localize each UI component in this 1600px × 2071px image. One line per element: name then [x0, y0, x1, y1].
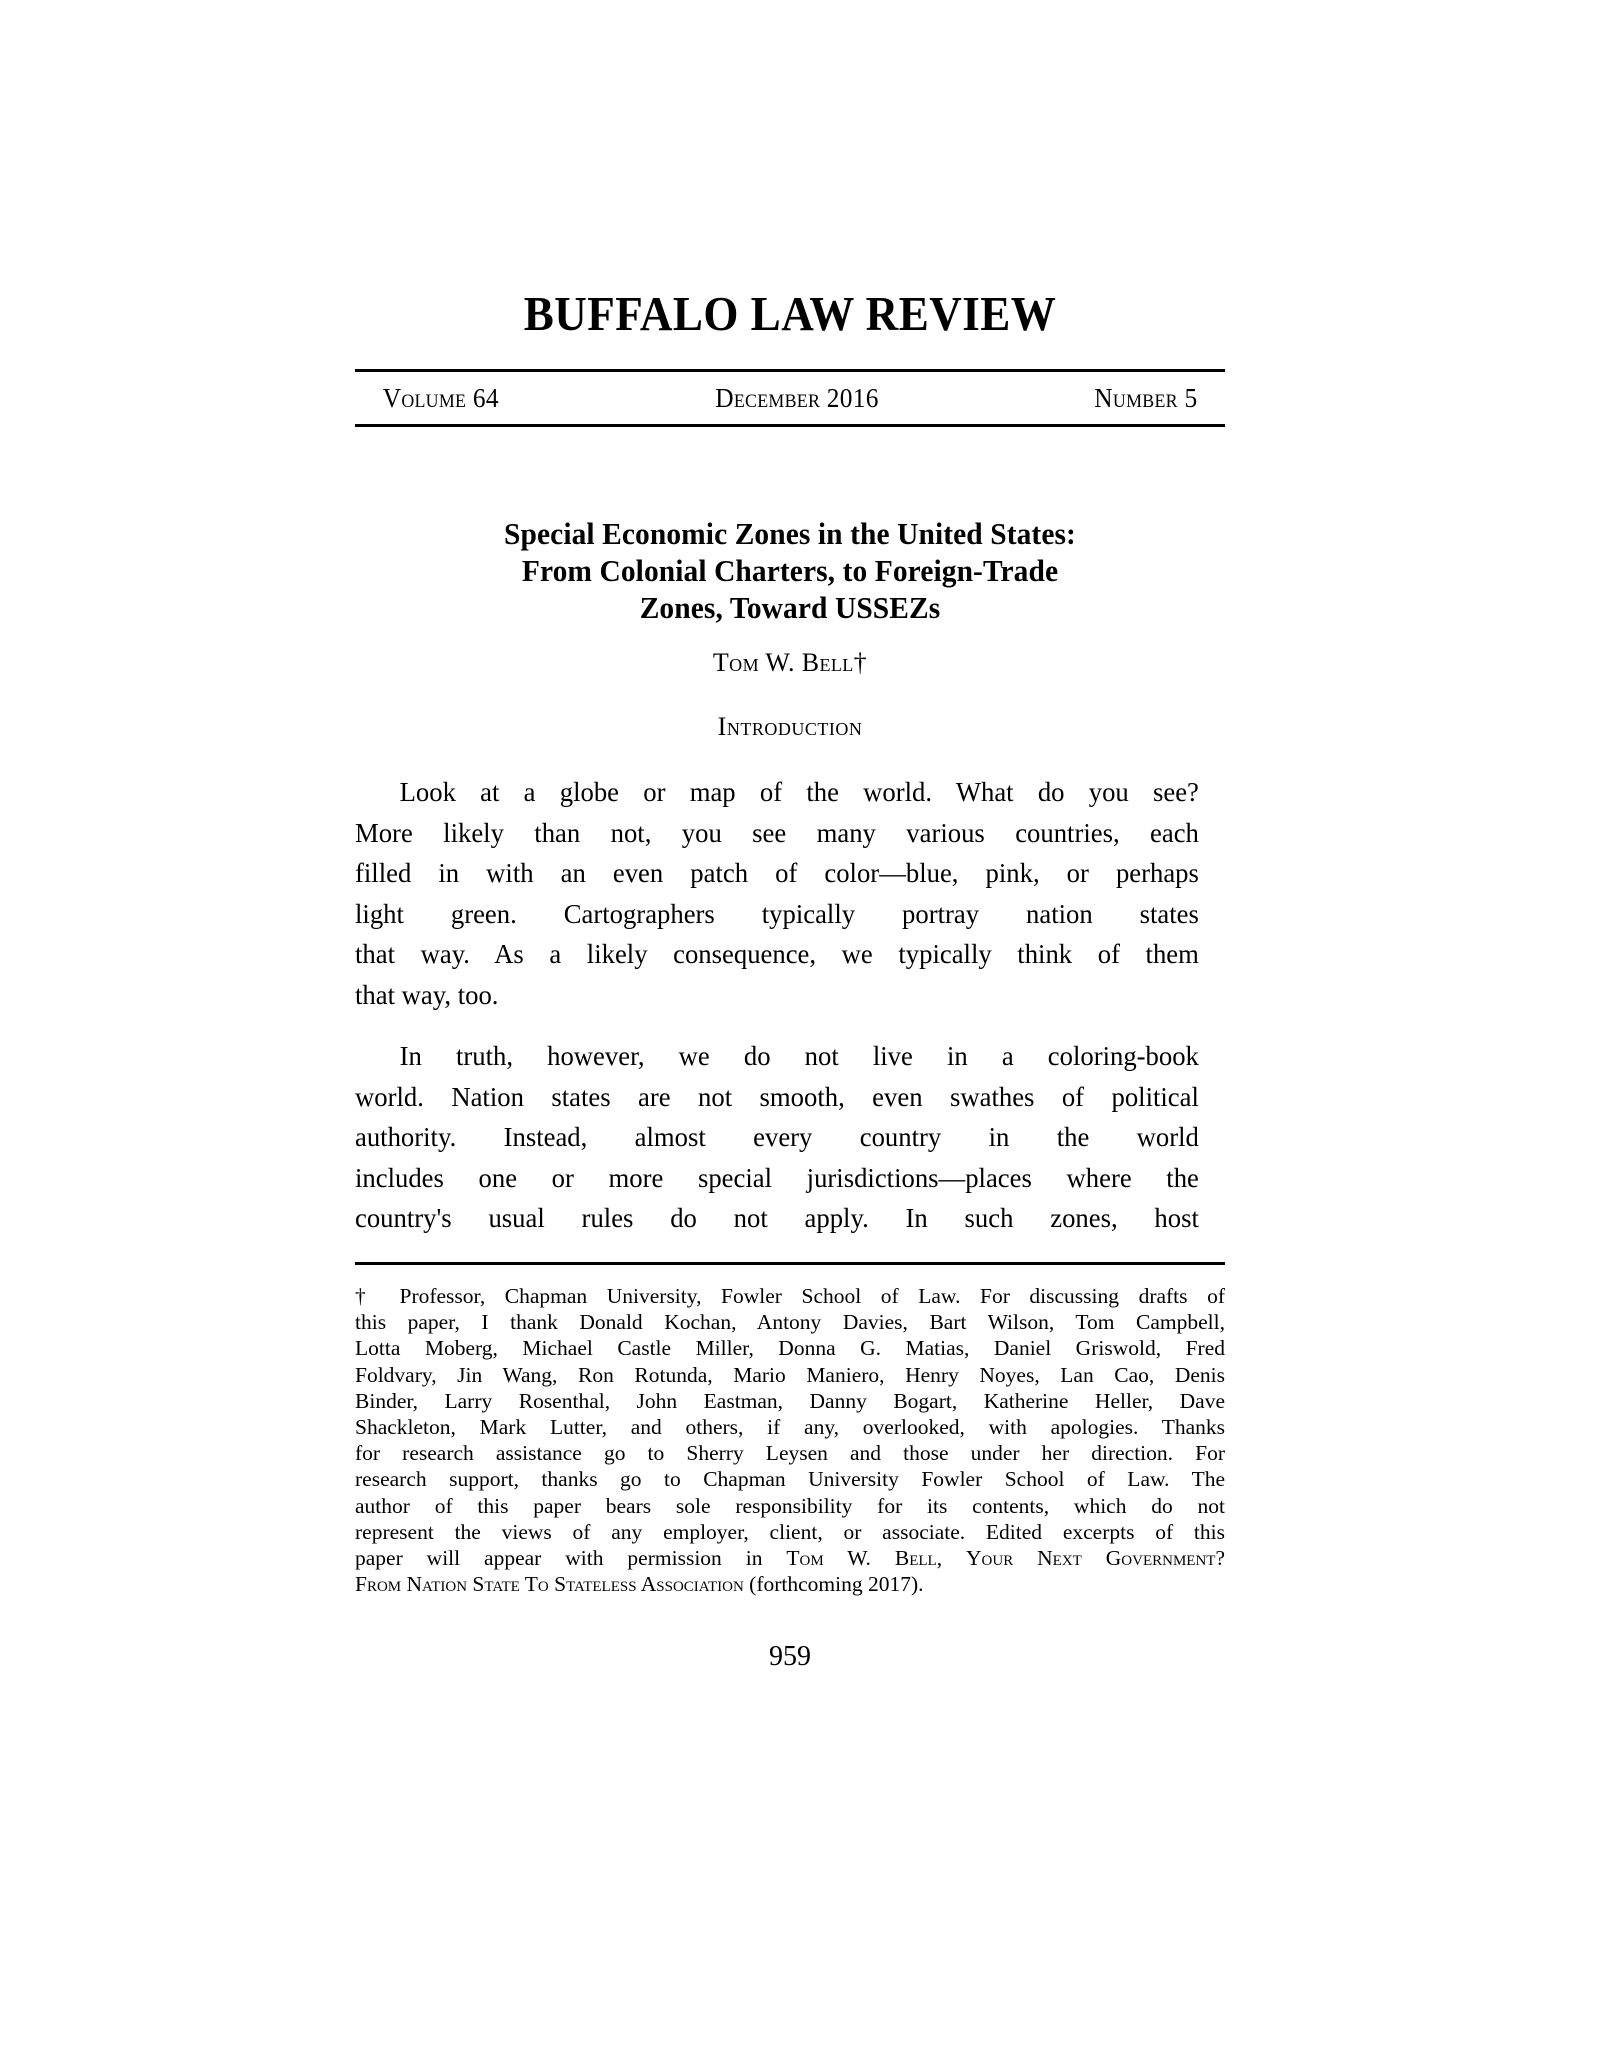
body-line: In truth, however, we do not live in a coloring-book: [399, 1040, 1199, 1071]
footnote-line: research support, thanks go to Chapman University Fowler School of Law. The: [355, 1467, 1225, 1492]
issue-date: December 2016: [715, 383, 879, 413]
footnote-line: for research assistance go to Sherry Leysen and those under her direction. For: [355, 1441, 1225, 1466]
footnote-citation-line: [355, 1571, 1225, 1597]
footnote-cite-title-b: From Nation State To Stateless Association: [355, 1572, 744, 1597]
body-line: light green. Cartographers typically portray nation states: [355, 897, 1199, 929]
masthead-rule-bottom: [355, 424, 1225, 427]
footnote-separator-rule: [355, 1262, 1225, 1265]
article-title-line-3: Zones, Toward USSEZs: [639, 590, 941, 626]
footnote-line: Foldvary, Jin Wang, Ron Rotunda, Mario Maniero, Henry Noyes, Lan Cao, Denis: [355, 1362, 1225, 1387]
body-line: Look at a globe or map of the world. What do you see?: [399, 776, 1199, 807]
footnote-line: † Professor, Chapman University, Fowler School of Law. For discussing drafts of: [355, 1284, 1225, 1308]
masthead-rule-top: [355, 369, 1225, 372]
section-heading-introduction: Introduction: [717, 712, 863, 741]
issue-number: Number 5: [1094, 383, 1198, 413]
issue-volume: Volume 64: [382, 383, 499, 413]
body-text: [355, 772, 1199, 1239]
footnote-line: Shackleton, Mark Lutter, and others, if any, overlooked, with apologies. Thanks: [355, 1415, 1225, 1440]
body-line: that way. As a likely consequence, we typically think of them: [355, 938, 1199, 969]
footnote-cite-title-a: Your Next Government?: [966, 1546, 1225, 1571]
article-title-line-1: Special Economic Zones in the United States:: [504, 516, 1076, 551]
body-line: includes one or more special jurisdictions—places where the: [355, 1161, 1199, 1193]
footnote-citation-line: [355, 1545, 1225, 1571]
article-title-line-2: From Colonial Charters, to Foreign-Trade: [521, 553, 1059, 589]
journal-masthead: BUFFALO LAW REVIEW: [523, 286, 1057, 341]
footnote-cite-intro: paper will appear with permission in: [355, 1546, 787, 1571]
issue-line: [355, 383, 1225, 414]
body-line: that way, too.: [355, 978, 499, 1010]
body-line: More likely than not, you see many various countries, each: [355, 816, 1199, 848]
body-paragraph: [355, 1036, 1199, 1239]
body-line: country's usual rules do not apply. In such zones, host: [355, 1202, 1199, 1233]
page-number: 959: [769, 1641, 811, 1672]
footnote-cite-tail: (forthcoming 2017).: [743, 1572, 924, 1597]
footnote-line: Binder, Larry Rosenthal, John Eastman, Danny Bogart, Katherine Heller, Dave: [355, 1388, 1225, 1413]
footnote-line: author of this paper bears sole responsibility for its contents, which do not: [355, 1493, 1225, 1518]
body-line: world. Nation states are not smooth, even swathes of political: [355, 1080, 1199, 1112]
body-line: authority. Instead, almost every country in the world: [355, 1121, 1199, 1152]
footnote-line: represent the views of any employer, client, or associate. Edited excerpts of this: [355, 1519, 1225, 1544]
body-paragraph: [355, 772, 1199, 1015]
footnote-cite-sep: ,: [936, 1546, 967, 1571]
footnote-line: this paper, I thank Donald Kochan, Antony Davies, Bart Wilson, Tom Campbell,: [355, 1310, 1225, 1335]
footnote-line: Lotta Moberg, Michael Castle Miller, Donna G. Matias, Daniel Griswold, Fred: [355, 1336, 1225, 1361]
body-line: filled in with an even patch of color—blue, pink, or perhaps: [355, 857, 1199, 888]
article-title: [377, 515, 1204, 627]
footnote-cite-author: Tom W. Bell: [786, 1546, 937, 1571]
footnote-block: [355, 1283, 1225, 1597]
article-author: Tom W. Bell†: [712, 648, 868, 677]
